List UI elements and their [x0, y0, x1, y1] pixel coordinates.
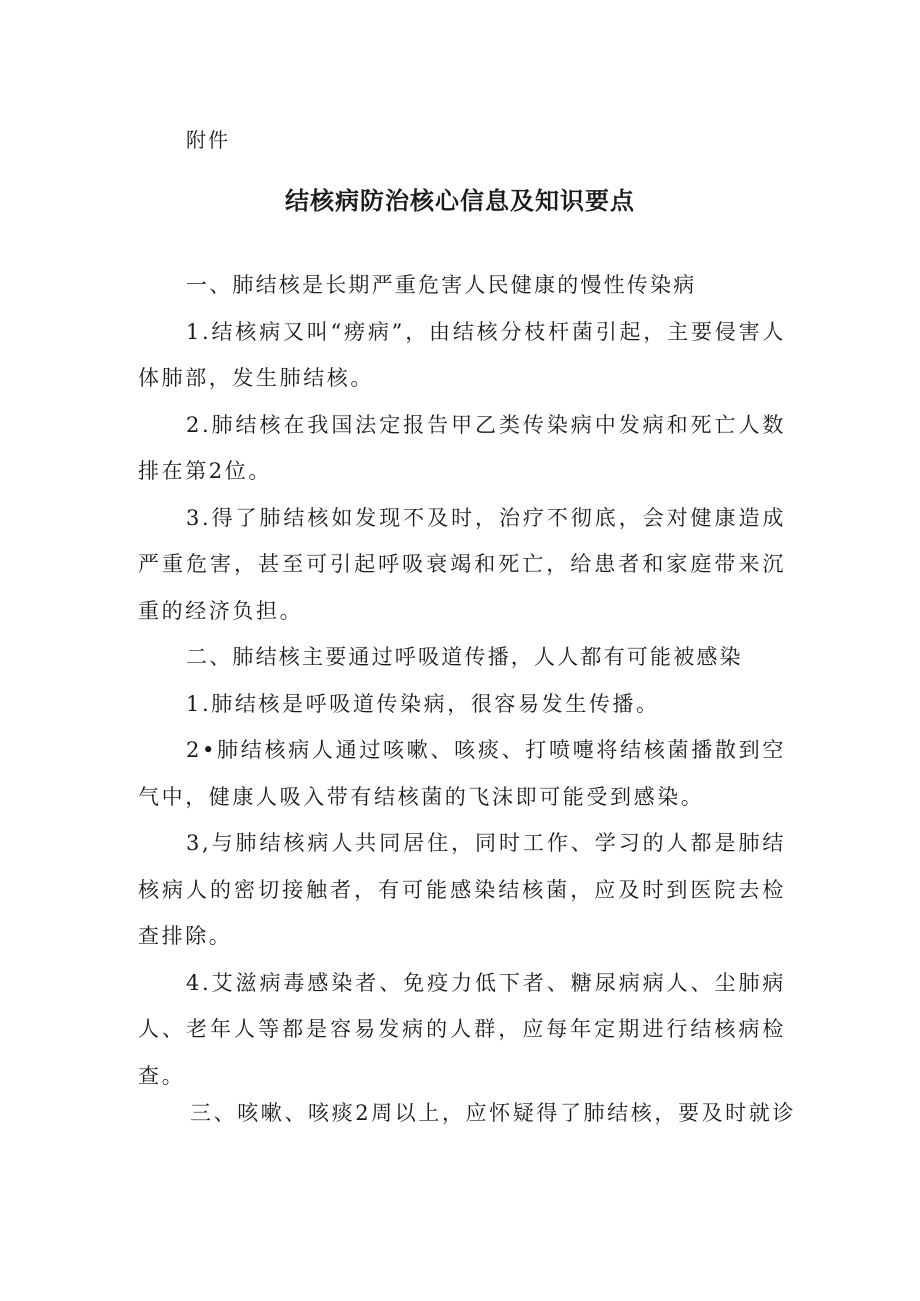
section-1-item-1: 1.结核病又叫“痨病”，由结核分枝杆菌引起，主要侵害人体肺部，发生肺结核。 [138, 319, 786, 390]
section-heading-3: 三、咳嗽、咳痰2周以上，应怀疑得了肺结核，要及时就诊 [190, 1101, 796, 1125]
section-2-item-2: 2•肺结核病人通过咳嗽、咳痰、打喷嚏将结核菌播散到空气中，健康人吸入带有结核菌的飞沫即可能受到感染。 [138, 738, 786, 809]
section-1-item-3: 3.得了肺结核如发现不及时，治疗不彻底，会对健康造成严重危害，甚至可引起呼吸衰竭和死亡，给患者和家庭带来沉重的经济负担。 [138, 505, 786, 623]
document-body [138, 262, 786, 1099]
section-2-item-3: 3,与肺结核病人共同居住，同时工作、学习的人都是肺结核病人的密切接触者，有可能感染结核菌，应及时到医院去检查排除。 [138, 831, 786, 948]
attachment-label: 附件 [186, 128, 230, 152]
section-1-item-2: 2.肺结核在我国法定报告甲乙类传染病中发病和死亡人数排在第2位。 [138, 412, 786, 483]
section-heading-1: 一、肺结核是长期严重危害人民健康的慢性传染病 [186, 273, 697, 297]
section-heading-2: 二、肺结核主要通过呼吸道传播，人人都有可能被感染 [186, 645, 743, 669]
section-2-item-4: 4.艾滋病毒感染者、免疫力低下者、糖尿病病人、尘肺病人、老年人等都是容易发病的人群，应每年定期进行结核病检查。 [138, 970, 786, 1088]
section-2-item-1: 1.肺结核是呼吸道传染病，很容易发生传播。 [186, 691, 660, 716]
document-title: 结核病防治核心信息及知识要点 [285, 187, 635, 215]
